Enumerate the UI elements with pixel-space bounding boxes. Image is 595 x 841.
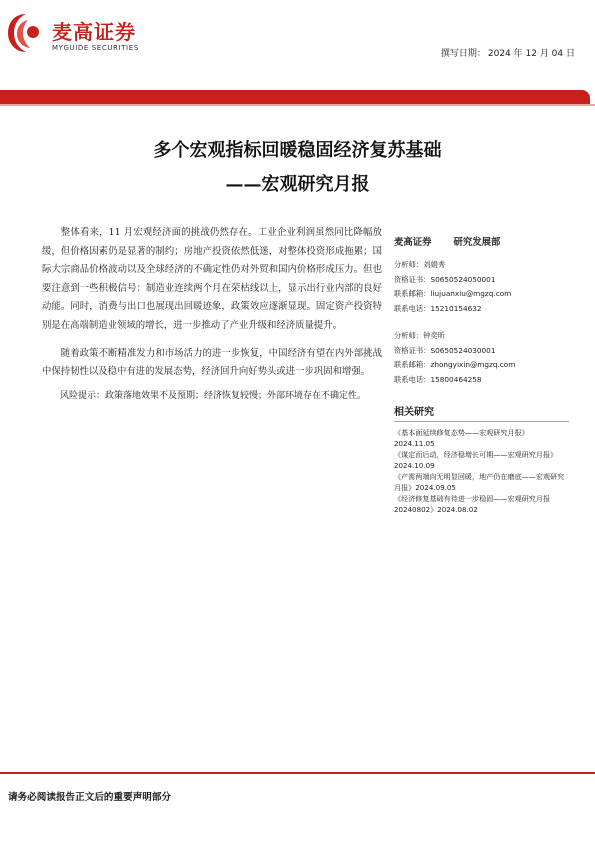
org-name: 麦高证券 (394, 237, 432, 248)
company-logo (6, 10, 166, 56)
analyst-email[interactable]: 联系邮箱：zhongyixin@mgzq.com (394, 360, 516, 369)
footer-disclaimer: 请务必阅读报告正文后的重要声明部分 (8, 792, 172, 803)
summary-paragraph: 随着政策不断精准发力和市场活力的进一步恢复，中国经济有望在内外部挑战中保持韧性以及稳中有进的发展态势，经济回升向好势头或进一步巩固和增强。 (42, 347, 382, 378)
related-research-title: 相关研究 (394, 403, 569, 422)
analyst-card (394, 329, 569, 387)
logo-mark-icon (6, 10, 46, 56)
related-report-link[interactable]: 《谋定而后动，经济稳增长可期——宏观研究月报》2024.10.09 (394, 450, 558, 470)
header-divider (0, 104, 595, 106)
analyst-cert: 资格证书：S0650524050001 (394, 274, 496, 284)
report-summary (42, 224, 382, 405)
analyst-phone: 联系电话：15800464258 (394, 374, 482, 384)
analyst-cert: 资格证书：S0650524030001 (394, 345, 496, 355)
related-report-link[interactable]: 《经济修复基础有待进一步稳固——宏观研究月报 20240802》2024.08.02 (394, 494, 551, 514)
related-report-link[interactable]: 《基本面延续修复态势——宏观研究月报》2024.11.05 (394, 428, 529, 448)
analyst-card (394, 258, 569, 316)
report-subtitle: ——宏观研究月报 (225, 174, 370, 195)
date-value: 2024 年 12 月 04 日 (487, 49, 575, 59)
report-title: 多个宏观指标回暖稳固经济复苏基础 (153, 140, 442, 161)
analyst-phone: 联系电话：15210154632 (394, 303, 482, 313)
sidebar (394, 234, 569, 516)
dept-name: 研究发展部 (453, 237, 501, 248)
date-label: 撰写日期： (440, 49, 486, 59)
footer-divider (0, 772, 595, 774)
report-date (439, 46, 575, 59)
risk-warning: 风险提示：政策落地效果不及预期；经济恢复较慢；外部环境存在不确定性。 (60, 390, 367, 401)
related-research (394, 403, 569, 515)
sidebar-header (394, 234, 569, 248)
header-red-bar (0, 90, 590, 105)
analyst-name: 分析师：刘娟秀 (394, 260, 446, 269)
analyst-email[interactable]: 联系邮箱：liujuanxiu@mgzq.com (394, 289, 512, 298)
logo-text-cn: 麦高证券 (52, 20, 136, 44)
analyst-name: 分析师：钟奕昕 (394, 331, 446, 340)
summary-paragraph: 整体看来，11 月宏观经济面的挑战仍然存在。工业企业利润虽然同比降幅放缓，但价格因素仍是显著的制约；房地产投资依然低迷，对整体投资形成拖累；国际大宗商品价格波动以及全球经济的不确定性仍对外贸和国内价格形成压力。但也要注意到一些积极信号：制造业连续两个月在荣枯线以上，显示出行业内部的良好动能。同时，消费与出口也展现出回暖迹象，政策效应逐渐显现。固定资产投资特别是在高端制造业领域的增长，进一步推动了产业升级和经济质量提升。 (42, 227, 382, 331)
related-report-link[interactable]: 《产需两端向无明显回暖，地产仍在磨底——宏观研究月报》2024.09.05 (394, 472, 565, 492)
logo-text-en: MYGUIDE SECURITIES (52, 44, 139, 52)
